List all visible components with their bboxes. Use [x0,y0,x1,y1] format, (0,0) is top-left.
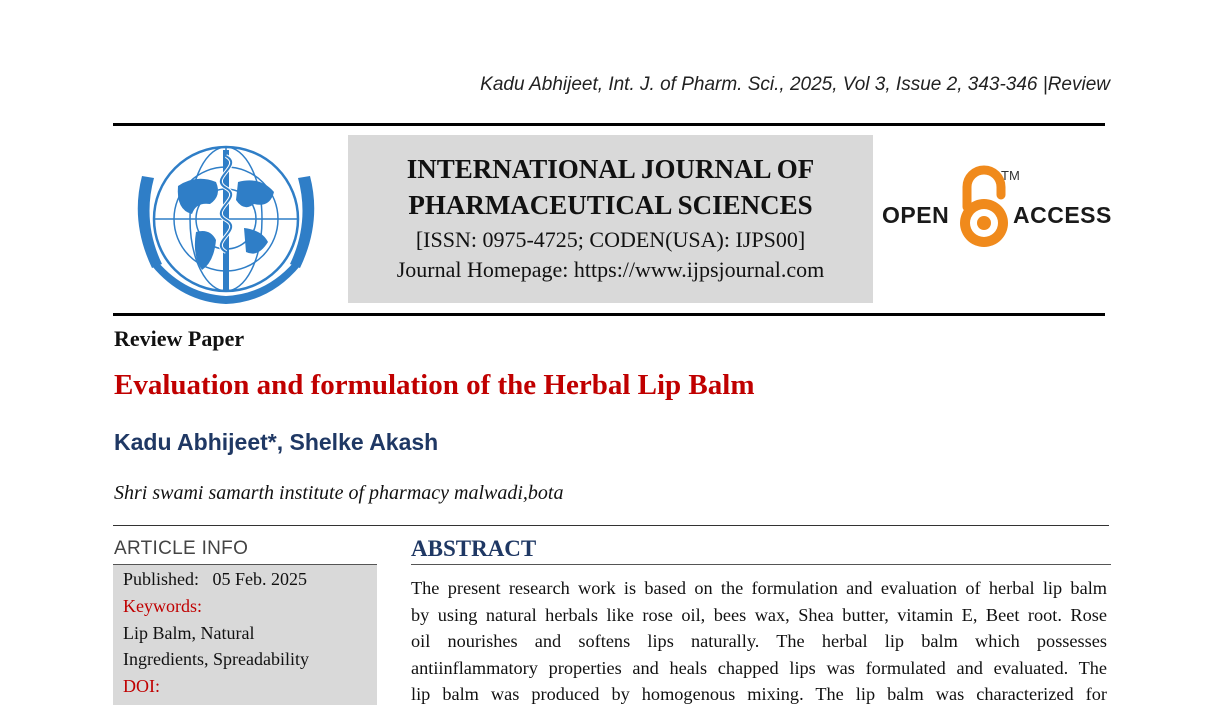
open-access-open-text: OPEN [882,202,950,228]
keywords-line-2: Ingredients, Spreadability [123,649,309,669]
paper-authors: Kadu Abhijeet*, Shelke Akash [114,429,439,455]
abstract-rule [411,564,1111,565]
header-rule-bottom [113,313,1105,316]
abstract-body [411,575,1107,708]
header-rule-top [113,123,1105,126]
journal-issn: [ISSN: 0975-4725; CODEN(USA): IJPS00] [415,227,806,252]
open-access-access-text: ACCESS [1013,202,1112,228]
abstract-line: lip balm was produced by homogenous mixing. The lip balm was characterized for [411,684,1107,705]
journal-homepage-link[interactable]: Journal Homepage: https://www.ijpsjournal.com [396,257,825,282]
paper-affiliation: Shri swami samarth institute of pharmacy malwadi,bota [114,482,564,504]
abstract-heading: ABSTRACT [411,536,537,561]
article-info-box [113,565,377,705]
doi-label: DOI: [123,676,160,696]
paper-type: Review Paper [114,326,245,351]
published-label: Published: [123,569,200,589]
running-header: Kadu Abhijeet, Int. J. of Pharm. Sci., 2025, Vol 3, Issue 2, 343-346 |Review [480,74,1110,95]
abstract-line: by using natural herbals like rose oil, bees wax, Shea butter, vitamin E, Beet root. Rose [411,604,1107,625]
abstract-line: The present research work is based on the formulation and evaluation of herbal lip balm [411,578,1107,598]
who-emblem-icon [126,136,326,306]
published-row [123,569,307,590]
article-info-heading: ARTICLE INFO [114,538,249,559]
open-access-logo [880,165,1110,255]
abstract-line: antiinflammatory properties and heals chapped lips was formulated and evaluated. The [411,657,1107,678]
journal-name: INTERNATIONAL JOURNAL OF PHARMACEUTICAL SCIENCES [406,154,815,220]
published-value: 05 Feb. 2025 [212,569,308,589]
section-divider [113,525,1109,526]
trademark-mark: TM [1001,168,1020,183]
abstract-line: oil nourishes and softens lips naturally. The herbal lip balm which possesses [411,631,1107,652]
journal-banner [348,135,873,303]
paper-title: Evaluation and formulation of the Herbal Lip Balm [114,369,755,401]
keywords-label: Keywords: [123,596,202,616]
keywords-line-1: Lip Balm, Natural [123,623,255,643]
